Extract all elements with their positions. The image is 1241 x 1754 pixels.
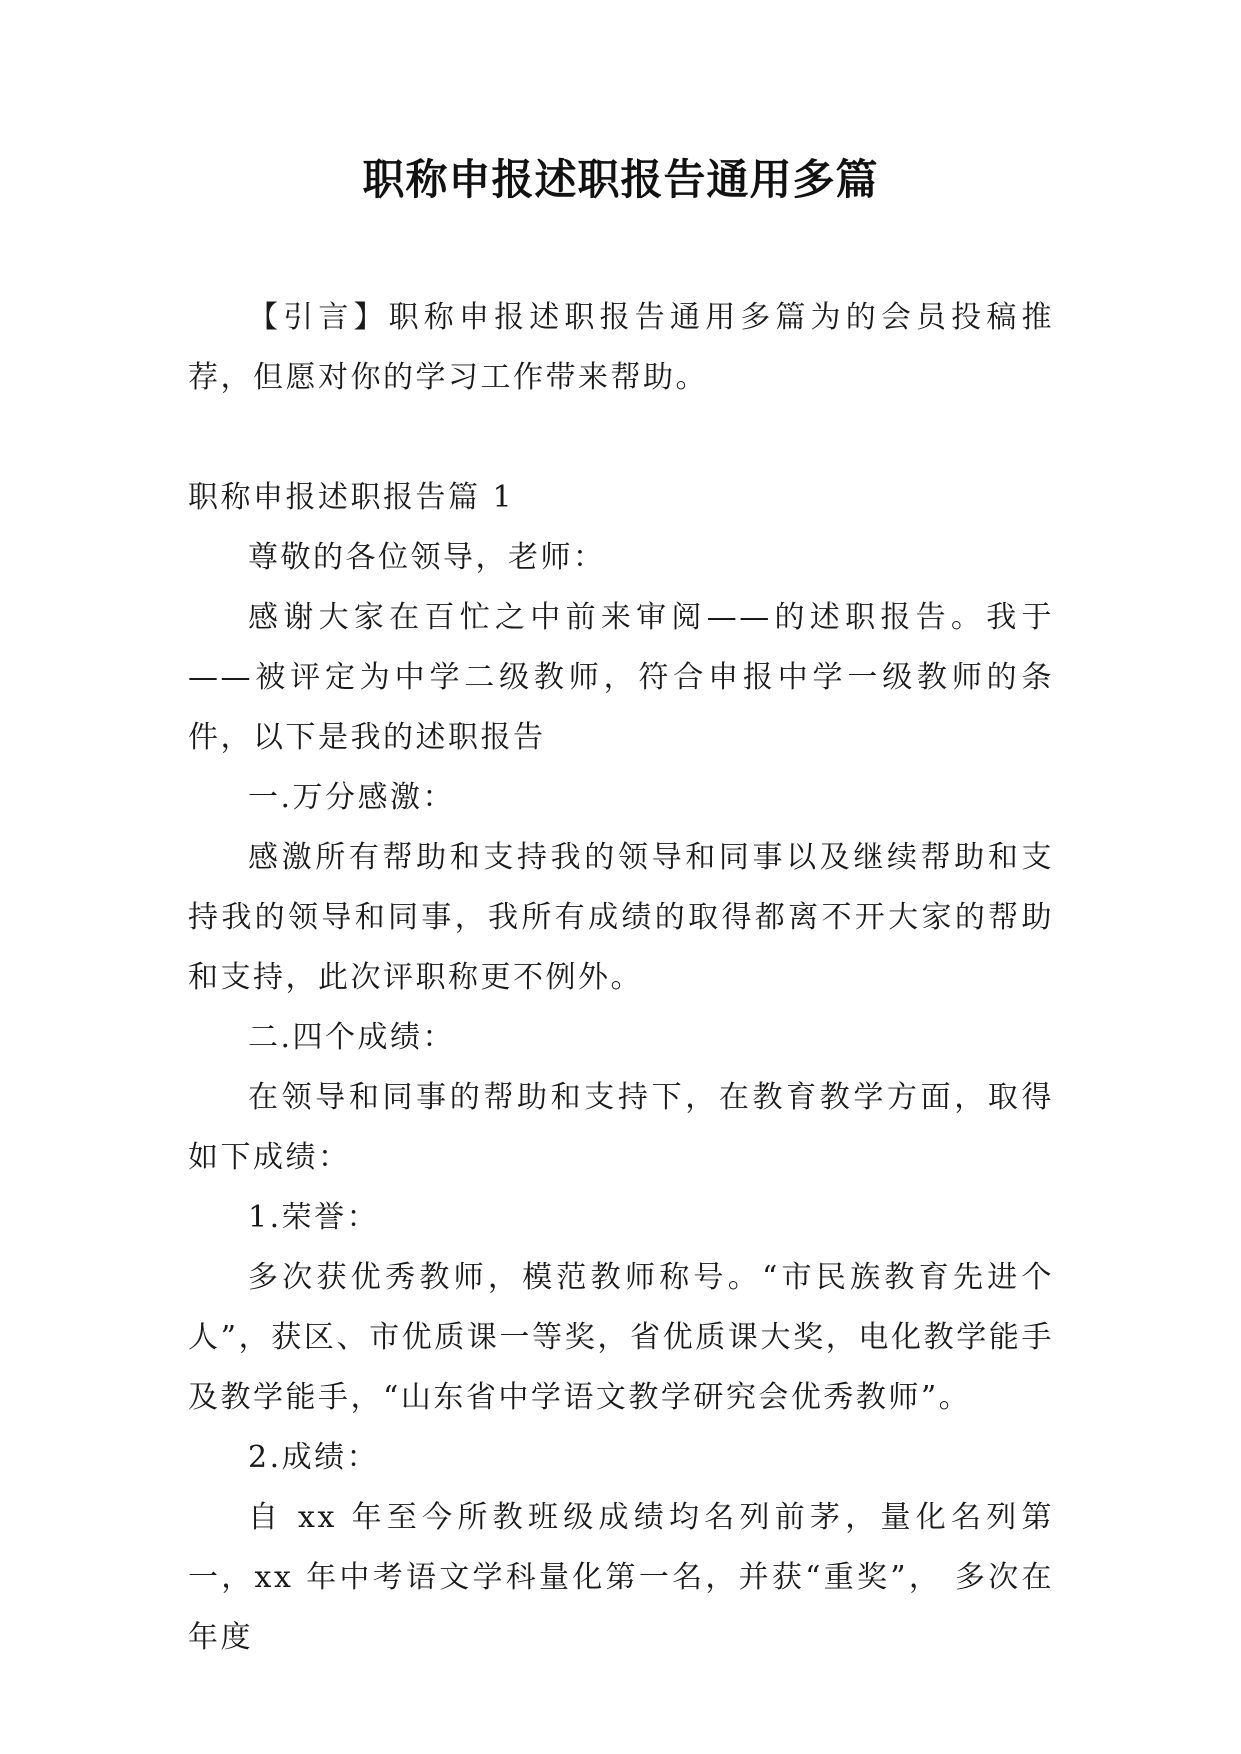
body-paragraph: 感谢大家在百忙之中前来审阅——的述职报告。我于——被评定为中学二级教师，符合申报中学一级教师的条件，以下是我的述职报告 [188,600,1054,755]
body-paragraph: 自 xx 年至今所教班级成绩均名列前茅，量化名列第一，xx 年中考语文学科量化第一名，并获“重奖”， 多次在年度 [188,1500,1054,1655]
body-paragraph: 多次获优秀教师，模范教师称号。“市民族教育先进个人”，获区、市优质课一等奖，省优质课大奖，电化教学能手及教学能手，“山东省中学语文教学研究会优秀教师”。 [188,1260,1054,1415]
section-heading: 职称申报述职报告篇 1 [188,480,515,515]
subheading-achievements: 二.四个成绩： [248,1020,456,1055]
intro-paragraph: 【引言】职称申报述职报告通用多篇为的会员投稿推荐，但愿对你的学习工作带来帮助。 [188,300,1054,395]
subheading-gratitude: 一.万分感激： [248,780,456,815]
salutation-paragraph: 尊敬的各位领导，老师： [248,540,606,575]
subheading-honors: 1.荣誉： [248,1200,380,1235]
document-body [188,288,1054,1668]
document-title: 职称申报述职报告通用多篇 [362,155,879,204]
body-paragraph: 感激所有帮助和支持我的领导和同事以及继续帮助和支持我的领导和同事，我所有成绩的取得都离不开大家的帮助和支持，此次评职称更不例外。 [188,840,1054,995]
subheading-results: 2.成绩： [248,1440,380,1475]
body-paragraph: 在领导和同事的帮助和支持下，在教育教学方面，取得如下成绩： [188,1080,1054,1175]
